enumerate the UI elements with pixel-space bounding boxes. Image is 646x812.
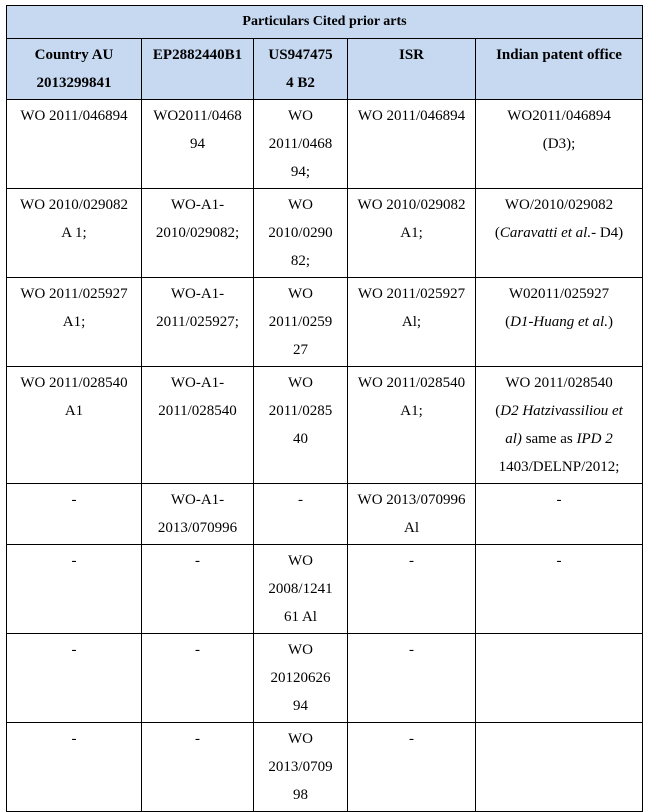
cell-line: WO	[288, 197, 313, 213]
cell-line: -	[71, 731, 77, 747]
table-row	[7, 723, 643, 812]
cell-line: 1403/DELNP/2012;	[498, 459, 620, 475]
table-row	[7, 545, 643, 634]
cell-line: WO2011/0468	[153, 108, 242, 124]
cell-line: WO 2011/028540	[357, 375, 466, 391]
column-header	[254, 39, 348, 100]
table-cell	[142, 484, 254, 545]
cell-line: WO 2011/028540	[505, 375, 613, 391]
table-cell	[476, 367, 643, 484]
cell-line: WO 2011/025927	[20, 286, 128, 302]
cell-line: WO-A1-	[170, 375, 225, 391]
cell-line: A1;	[400, 403, 423, 419]
cell-line: WO/2010/029082	[504, 197, 614, 213]
table-cell	[476, 634, 643, 723]
cell-line: -	[556, 553, 562, 569]
table-cell	[7, 484, 142, 545]
cell-line: WO2011/046894	[507, 108, 611, 124]
table-cell	[142, 367, 254, 484]
column-header	[7, 39, 142, 100]
cell-line: -	[409, 642, 414, 658]
table-cell	[142, 634, 254, 723]
cell-line: (D3);	[542, 136, 576, 152]
table-cell	[348, 100, 476, 189]
table-cell	[254, 484, 348, 545]
cell-line: Country AU	[34, 47, 114, 63]
cell-line: 2011/028540	[158, 403, 237, 419]
table-cell	[7, 278, 142, 367]
cell-line: Al;	[401, 314, 422, 330]
table-cell	[348, 189, 476, 278]
table-cell	[348, 367, 476, 484]
cell-line: 2013/0709	[268, 759, 333, 775]
table-cell	[7, 100, 142, 189]
cell-line: WO	[288, 375, 313, 391]
table-row	[7, 484, 643, 545]
cell-line: A 1;	[61, 225, 87, 241]
column-header	[348, 39, 476, 100]
prior-arts-table	[6, 5, 643, 812]
table-cell	[7, 723, 142, 812]
cell-line: 2008/1241	[268, 581, 333, 597]
cell-line: 94	[293, 698, 308, 714]
table-row	[7, 634, 643, 723]
cell-line: 94;	[290, 164, 311, 180]
cell-line: A1	[64, 403, 84, 419]
cell-line: WO 2011/028540	[20, 375, 128, 391]
cell-line: -	[556, 492, 562, 508]
column-header	[142, 39, 254, 100]
table-cell	[254, 723, 348, 812]
cell-line: 2010/0290	[268, 225, 333, 241]
table-row	[7, 189, 643, 278]
cell-line: -	[195, 731, 200, 747]
cell-line: WO-A1-	[170, 197, 225, 213]
cell-line: WO	[288, 731, 313, 747]
cell-line: WO 2010/029082	[20, 197, 128, 213]
cell-line: WO-A1-	[170, 286, 225, 302]
table-cell	[142, 278, 254, 367]
cell-line: WO 2011/046894	[20, 108, 128, 124]
cell-line: 2013/070996	[157, 520, 238, 536]
table-cell	[142, 100, 254, 189]
cell-line: -	[71, 492, 77, 508]
cell-line: W02011/025927	[508, 286, 610, 302]
table-row	[7, 100, 643, 189]
cell-line: -	[409, 731, 414, 747]
cell-line: 27	[293, 342, 308, 358]
table-cell	[348, 278, 476, 367]
cell-line: 2013299841	[36, 75, 112, 91]
table-cell	[7, 634, 142, 723]
cell-line: WO	[288, 642, 313, 658]
cell-line: 94	[190, 136, 205, 152]
cell-line: WO 2013/070996	[357, 492, 466, 508]
table-cell	[476, 278, 643, 367]
table-cell	[254, 634, 348, 723]
cell-line: al) same as IPD 2	[505, 431, 613, 447]
cell-line: -	[298, 492, 303, 508]
table-cell	[254, 278, 348, 367]
table-cell	[476, 545, 643, 634]
table-cell	[476, 100, 643, 189]
cell-line: 2011/0285	[268, 403, 333, 419]
cell-line: EP2882440B1	[152, 47, 243, 63]
cell-line: ISR	[398, 47, 424, 63]
table-cell	[7, 545, 142, 634]
cell-line: 2011/025927;	[156, 314, 239, 330]
table-row	[7, 367, 643, 484]
table-cell	[142, 723, 254, 812]
cell-line: WO	[288, 286, 313, 302]
table-cell	[348, 484, 476, 545]
table-cell	[7, 189, 142, 278]
cell-line: 2011/0259	[268, 314, 333, 330]
cell-line: 61 Al	[284, 609, 317, 625]
header-row	[7, 39, 643, 100]
cell-line: 4 B2	[286, 75, 315, 91]
table-cell	[254, 189, 348, 278]
table-cell	[348, 723, 476, 812]
cell-line: US947475	[268, 47, 333, 63]
table-cell	[142, 545, 254, 634]
cell-line: -	[71, 642, 77, 658]
column-header	[476, 39, 643, 100]
table-row	[7, 278, 643, 367]
cell-line: A1;	[400, 225, 423, 241]
table-cell	[254, 100, 348, 189]
cell-line: WO 2010/029082	[357, 197, 466, 213]
cell-line: (Caravatti et al.- D4)	[494, 225, 624, 241]
cell-line: -	[71, 553, 77, 569]
table-body	[7, 100, 643, 812]
cell-line: 98	[293, 787, 308, 803]
table-title: Particulars Cited prior arts	[7, 6, 643, 39]
cell-line: 20120626	[270, 670, 331, 686]
table-cell	[476, 484, 643, 545]
cell-line: 2010/029082;	[155, 225, 240, 241]
cell-line: (D1-Huang et al.)	[505, 314, 613, 330]
cell-line: 82;	[290, 253, 311, 269]
cell-line: Indian patent office	[496, 47, 622, 63]
cell-line: WO	[288, 553, 313, 569]
table-cell	[348, 545, 476, 634]
cell-line: -	[195, 642, 200, 658]
table-cell	[7, 367, 142, 484]
cell-line: 40	[293, 431, 308, 447]
cell-line: 2011/0468	[268, 136, 333, 152]
cell-line: (D2 Hatzivassiliou et	[495, 403, 623, 419]
cell-line: -	[409, 553, 414, 569]
cell-line: WO 2011/046894	[357, 108, 466, 124]
cell-line: WO-A1-	[170, 492, 225, 508]
table-cell	[348, 634, 476, 723]
table-cell	[476, 723, 643, 812]
cell-line: -	[195, 553, 200, 569]
cell-line: WO	[288, 108, 313, 124]
table-cell	[142, 189, 254, 278]
table-cell	[254, 367, 348, 484]
table-cell	[476, 189, 643, 278]
cell-line: A1;	[62, 314, 86, 330]
table-cell	[254, 545, 348, 634]
cell-line: WO 2011/025927	[357, 286, 466, 302]
title-row	[7, 6, 643, 39]
cell-line: Al	[404, 520, 419, 536]
